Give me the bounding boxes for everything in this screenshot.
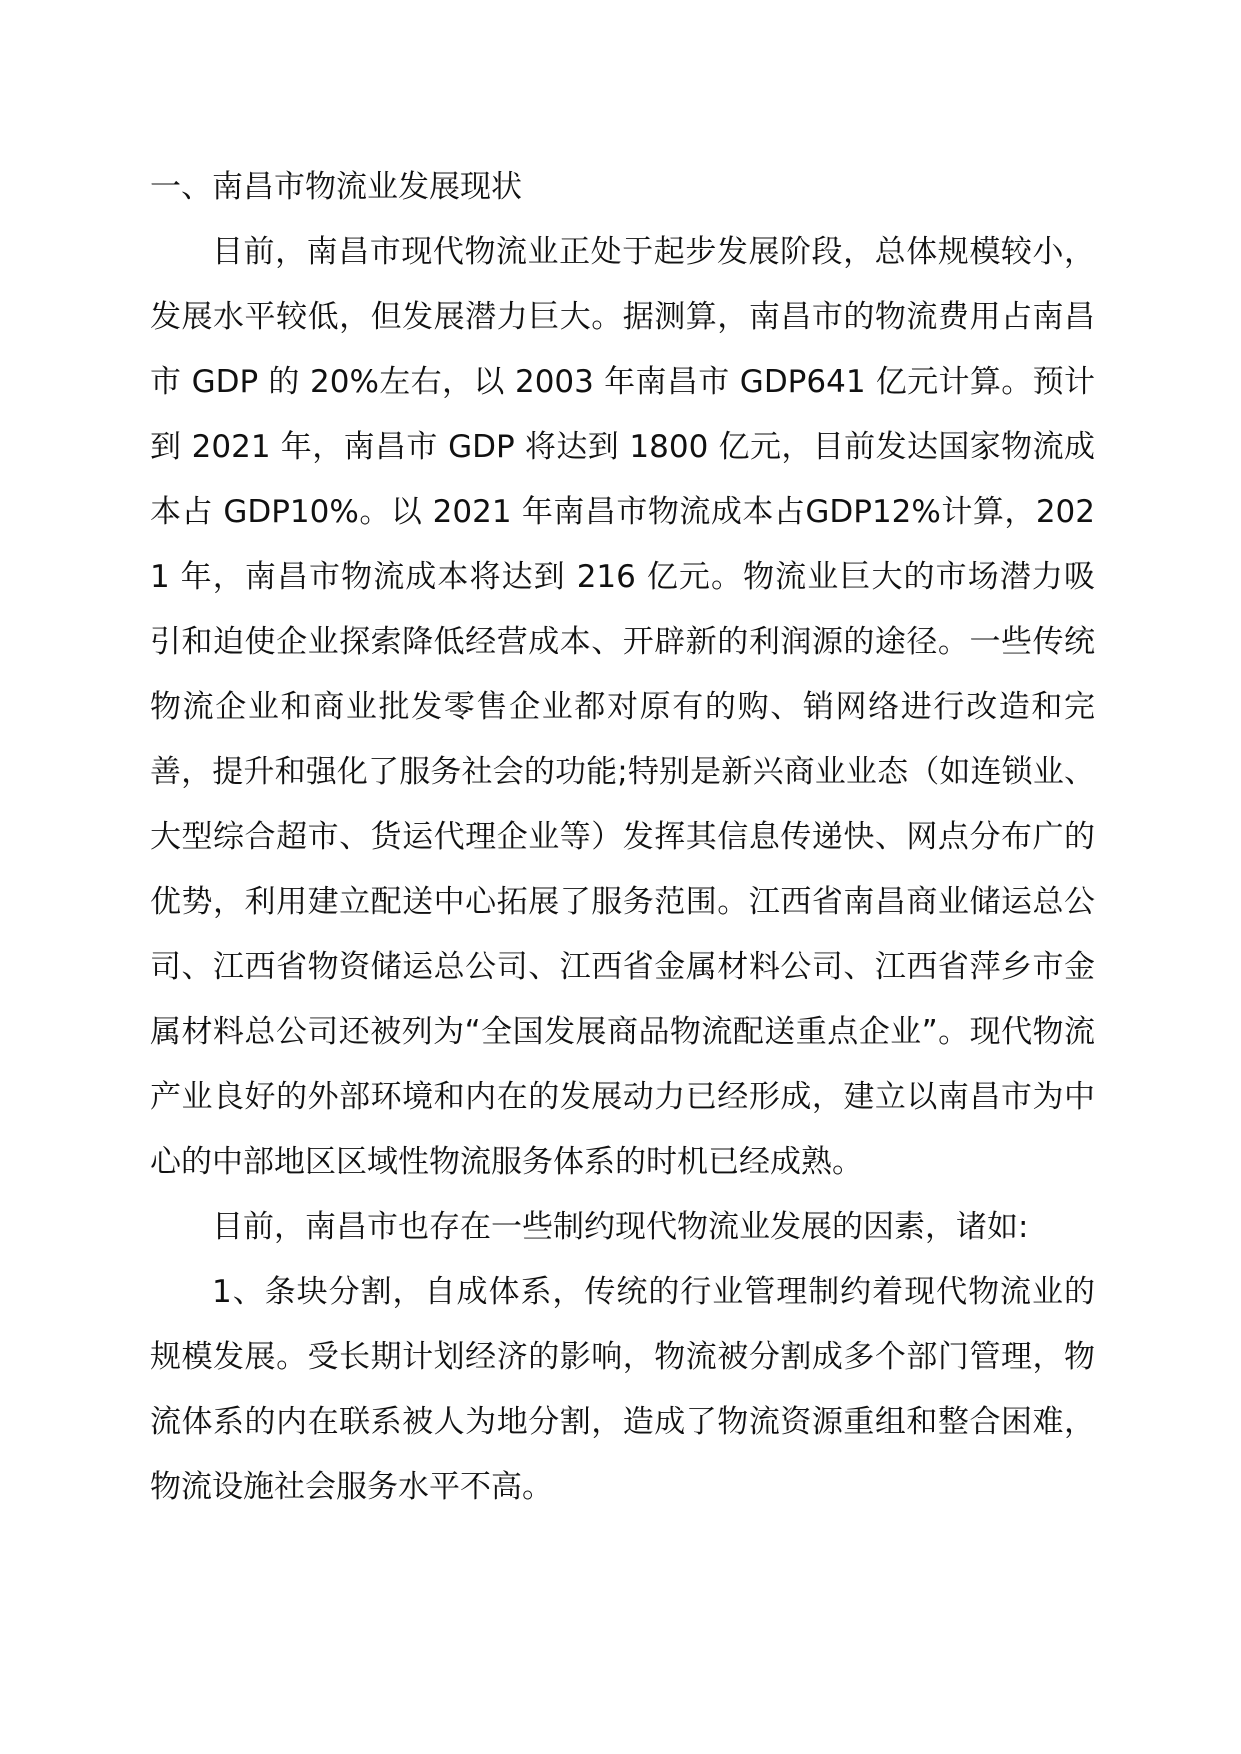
section-heading: 一、南昌市物流业发展现状 xyxy=(150,169,522,205)
paragraph-status: 目前，南昌市现代物流业正处于起步发展阶段，总体规模较小，发展水平较低，但发展潜力巨大。据测算，南昌市的物流费用占南昌市 GDP 的 20%左右，以 2003 年南昌市 GDP641 亿元计算。预计到 2021 年，南昌市 GDP 将达到 1800 亿元，目前发达国家物流成本占 GDP10%。以 2021 年南昌市物流成本占GDP12%计算，2021 年，南昌市物流成本将达到 216 亿元。物流业巨大的市场潜力吸引和迫使企业探索降低经营成本、开辟新的利润源的途径。一些传统物流企业和商业批发零售企业都对原有的购、销网络进行改造和完善，提升和强化了服务社会的功能;特别是新兴商业业态（如连锁业、大型综合超市、货运代理企业等）发挥其信息传递快、网点分布广的优势，利用建立配送中心拓展了服务范围。江西省南昌商业储运总公司、江西省物资储运总公司、江西省金属材料公司、江西省萍乡市金属材料总公司还被列为“全国发展商品物流配送重点企业”。现代物流产业良好的外部环境和内在的发展动力已经形成，建立以南昌市为中心的中部地区区域性物流服务体系的时机已经成熟。 xyxy=(150,234,1095,1180)
document-page xyxy=(150,155,1095,1520)
paragraph-constraint-1: 1、条块分割，自成体系，传统的行业管理制约着现代物流业的规模发展。受长期计划经济的影响，物流被分割成多个部门管理，物流体系的内在联系被人为地分割，造成了物流资源重组和整合困难，物流设施社会服务水平不高。 xyxy=(150,1274,1095,1505)
paragraph-constraints-intro: 目前，南昌市也存在一些制约现代物流业发展的因素，诸如: xyxy=(212,1209,1029,1245)
